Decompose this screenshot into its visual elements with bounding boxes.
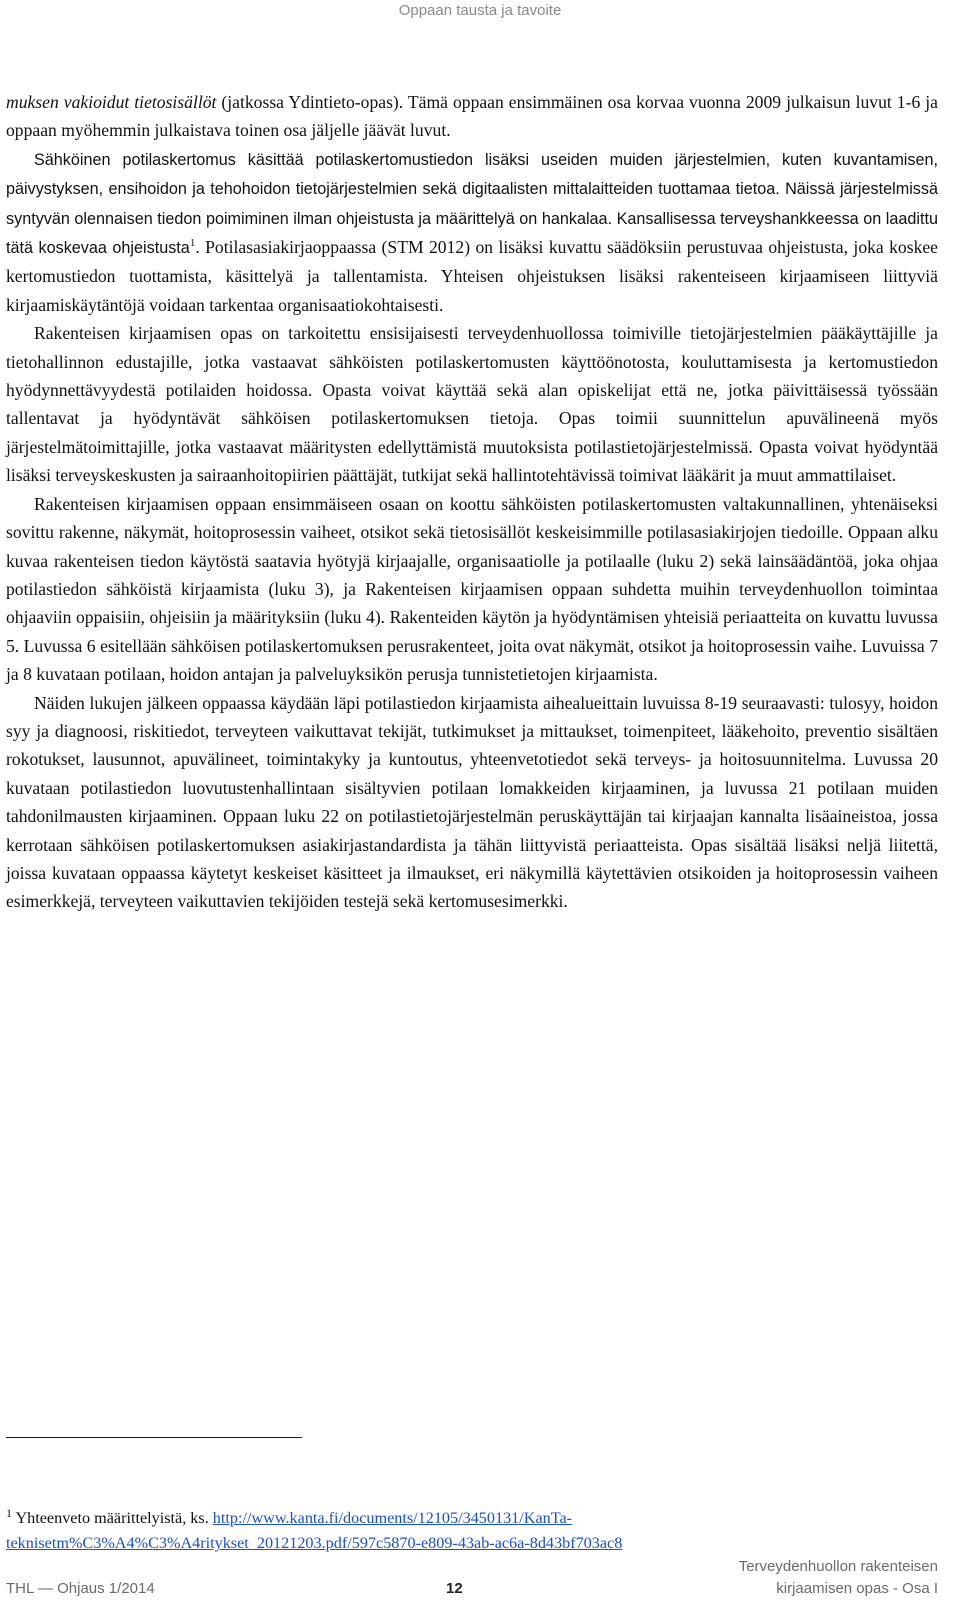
paragraph-contents: Rakenteisen kirjaamisen oppaan ensimmäiseen osaan on koottu sähköisten potilaskertomusten valtakunnallinen, yhtenäiseksi sovittu rakenne, näkymät, hoitoprosessin vaiheet, otsikot sekä tietosisällöt keskeisimmille potilasasiakirjojen tiedoille. Oppaan alku kuvaa rakenteisen tiedon käytöstä saatavia hyötyjä kirjaajalle, organisaatiolle ja potilaalle (luku 2) sekä lainsäädäntöä, joka ohjaa potilastiedon sähköistä kirjaamista (luku 3), ja Rakenteisen kirjaamisen oppaan suhdetta muihin terveydenhuollon toimintaa ohjaaviin oppaisiin, ohjeisiin ja määrityksiin (luku 4). Rakenteiden käytön ja hyödyntämisen yhteisiä periaatteita on kuvattu luvussa 5. Luvussa 6 esitellään sähköisen potilaskertomuksen perusrakenteet, joita ovat näkymät, otsikot ja hoitoprosessin vaihe. Luvuissa 7 ja 8 kuvataan potilaan, hoidon antajan ja palveluyksikön perusja tunnistetietojen kirjaamista. bbox=[6, 493, 938, 685]
running-header: Oppaan tausta ja tavoite bbox=[398, 2, 562, 19]
paragraph-text-sans: Sähköinen potilaskertomus käsittää potilaskertomustiedon lisäksi useiden muiden järjestelmien, kuten kuvantamisen, päivystyksen, ensihoidon ja tehohoidon tietojärjestelmien sekä digitaalisten mittalaitteiden tuottamaa tietoa. Näissä järjestelmissä syntyvän olennaisen tiedon poimiminen ilman ohjeistusta ja määrittelyä on hankalaa. Kansallisessa terveyshankkeessa on laadittu tätä koskevaa ohjeistusta bbox=[6, 150, 938, 258]
footnote-number: 1 bbox=[6, 1506, 12, 1520]
paragraph-text: . Potilasasiakirjaoppaassa (STM 2012) on lisäksi kuvattu säädöksiin perustuvaa ohjeistusta, joka koskee kertomustiedon tuottamista, käsittelyä ja tallentamista. Yhteisen ohjeistuksen lisäksi rakenteiseen kirjaamiseen liittyviä kirjaamiskäytäntöjä voidaan tarkentaa organisaatiokohtaisesti. bbox=[6, 237, 938, 315]
paragraph-text: (jatkossa Ydintieto-opas). Tämä oppaan ensimmäinen osa korvaa vuonna 2009 julkaisun luvut 1-6 ja oppaan myöhemmin julkaistava toinen osa jäljelle jäävät luvut. bbox=[6, 92, 938, 141]
page-number: 12 bbox=[446, 1580, 463, 1597]
footnote bbox=[6, 1506, 936, 1555]
paragraph-chapters: Näiden lukujen jälkeen oppaassa käydään läpi potilastiedon kirjaamista aihealueittain luvuissa 8-19 seuraavasti: tulosyy, hoidon syy ja diagnoosi, riskitiedot, terveyteen vaikuttavat tekijät, tutkimukset ja mittaukset, toimenpiteet, lääkehoito, preventio sisältäen rokotukset, lausunnot, apuvälineet, toimintakyky ja kuntoutus, yhteenvetotiedot sekä terveys- ja hoitosuunnitelma. Luvussa 20 kuvataan potilastiedon luovutustenhallintaan sisältyvien potilaan lomakkeiden kirjaaminen, ja luvussa 21 potilaan muiden tahdonilmausten kirjaaminen. Oppaan luku 22 on potilastietojärjestelmän peruskäyttäjän tai kirjaajan kannalta lisäaineistoa, jossa kerrotaan sähköisen potilaskertomuksen asiakirjastandardista ja tähän liittyvistä periaatteista. Opas sisältää lisäksi neljä liitettä, joissa kuvataan oppaassa käytetyt keskeiset käsitteet ja ilmaukset, eri näkymillä käytettävien otsikoiden ja hoitoprosessin vaiheen esimerkkejä, terveyteen vaikuttavien tekijöiden testejä sekä kertomusesimerkki. bbox=[6, 692, 938, 912]
footer-title-line1: Terveydenhuollon rakenteisen bbox=[738, 1558, 938, 1575]
italic-phrase: muksen vakioidut tietosisällöt bbox=[6, 92, 217, 112]
footnote-reference[interactable]: 1 bbox=[189, 237, 196, 250]
footer-publication: THL — Ohjaus 1/2014 bbox=[6, 1580, 155, 1597]
paragraph-audience: Rakenteisen kirjaamisen opas on tarkoitettu ensisijaisesti terveydenhuollossa toimiville tietojärjestelmien pääkäyttäjille ja tietohallinnon edustajille, jotka vastaavat sähköisten potilaskertomusten käyttöönotosta, kouluttamisesta ja kertomustiedon hyödynnettävyydestä potilaiden hoidossa. Opasta voivat käyttää sekä alan opiskelijat että ne, jotka päivittäisessä työssään tallentavat ja hyödyntävät sähköisen potilaskertomuksen tietoja. Opas toimii suunnittelun apuvälineenä myös järjestelmätoimittajille, jotka vastaavat määritysten edellyttämistä muutoksista potilastietojärjestelmissä. Opasta voivat hyödyntää lisäksi terveyskeskusten ja sairaanhoitopiirien päättäjät, tutkijat sekä hallintotehtävissä toimivat lääkärit ja muut ammattilaiset. bbox=[6, 323, 938, 486]
footnote-divider bbox=[6, 1437, 302, 1438]
paragraph-electronic-record bbox=[6, 145, 938, 319]
paragraph-continuation bbox=[6, 88, 938, 145]
footnote-link[interactable]: http://www.kanta.fi/documents/12105/3450131/KanTa-teknisetm%C3%A4%C3%A4ritykset_20121203.pdf/597c5870-e809-43ab-ac6a-8d43bf703ac8 bbox=[6, 1509, 623, 1552]
footer-title bbox=[739, 1556, 938, 1600]
footnote-text: Yhteenveto määrittelyistä, ks. bbox=[12, 1509, 213, 1527]
footer-title-line2: kirjaamisen opas - Osa I bbox=[776, 1580, 938, 1597]
body-text bbox=[6, 88, 938, 916]
